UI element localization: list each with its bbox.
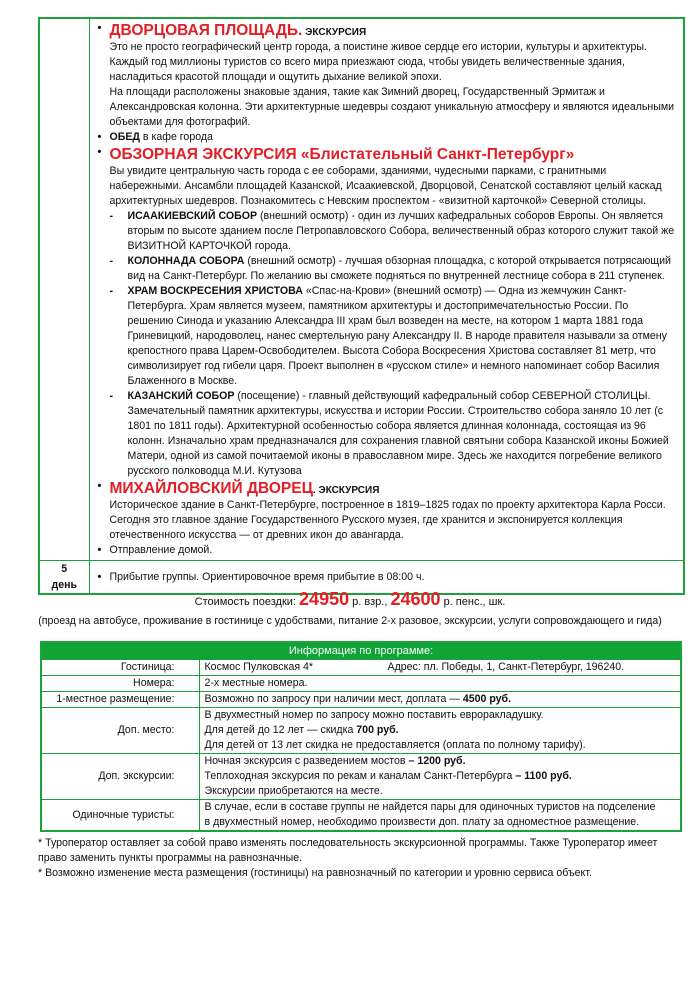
mikhailovsky-para: Историческое здание в Санкт-Петербурге, построенное в 1819–1825 годах по проекту архитектора Карла Росси. Сегодня это главное здание Государственного Русского музея, где хранится и экспонируется коллекция отечественного искусства — от древних икон до авангарда. [109, 499, 666, 541]
discount-suffix: р. пенс., шк. [440, 596, 506, 608]
day5-content [89, 561, 684, 595]
day4-row [39, 18, 684, 561]
hotel-name: Космос Пулковская 4* [204, 661, 314, 673]
palace-square-subtitle: ЭКСКУРСИЯ [305, 27, 367, 38]
sight-name: КАЗАНСКИЙ СОБОР [127, 390, 235, 402]
departure-item [98, 543, 676, 558]
adult-suffix: р. взр., [349, 596, 391, 608]
info-label: Доп. экскурсии: [41, 754, 199, 800]
extra-tour-line2 [205, 769, 681, 784]
sight-text: (внешний осмотр) - лучшая обзорная площадка, с которой открывается потрясающий вид на Санкт-Петербург. По желанию вы сможете подняться по внутренней лестнице собора в 211 ступенек. [127, 255, 671, 282]
info-row-extra-bed [41, 708, 681, 754]
info-label: Одиночные туристы: [41, 800, 199, 832]
extra-tour-line1 [205, 754, 681, 769]
extra-tour-line3: Экскурсии приобретаются на месте. [204, 785, 383, 797]
overview-tour-block [98, 145, 676, 164]
info-row-rooms [41, 676, 681, 692]
departure-text: Отправление домой. [109, 544, 213, 556]
single-text: Возможно по запросу при наличии мест, доплата — [204, 693, 463, 705]
extra-bed-discount: 700 руб. [356, 724, 399, 736]
dash-icon: - [109, 285, 114, 297]
day4-cell [39, 18, 89, 561]
sight-colonnade [98, 254, 676, 284]
info-row-single [41, 692, 681, 708]
overview-tour-para: Вы увидите центральную часть города с ее соборами, зданиями, чудесными парками, с гранитными набережными. Ансамбли площадей Казанской, Исаакиевской, Дворцовой, Сенатской составляют целый каскад архитектурных шедевров. Познакомитесь с Невским проспектом - «визитной карточкой» Северной столицы. [109, 165, 662, 207]
day4-content [89, 18, 684, 561]
price-label: Стоимость поездки: [194, 596, 296, 608]
price-includes: (проезд на автобусе, проживание в гостинице с удобствами, питание 2-х разовое, экскурсии, услуги сопровождающего и гида) [38, 615, 662, 627]
single-tourists-line1: В случае, если в составе группы не найдется пары для одиночных туристов на подселение [204, 801, 656, 813]
footnote-1: * Туроператор оставляет за собой право изменять последовательность экскурсионной программы. Также Туроператор имеет право заменить пункты программы на равнозначные. [38, 837, 658, 864]
footnotes [38, 836, 678, 881]
extra-tour-line2-text: Теплоходная экскурсия по рекам и каналам Санкт-Петербурга [204, 770, 516, 782]
dash-icon: - [109, 390, 114, 402]
lunch-bold: ОБЕД [109, 131, 140, 143]
day5-label: день [51, 579, 78, 591]
sight-name: ХРАМ ВОСКРЕСЕНИЯ ХРИСТОВА [127, 285, 303, 297]
dash-icon: - [109, 210, 114, 222]
program-table [38, 17, 685, 595]
info-label: 1-местное размещение: [41, 692, 199, 708]
discount-price: 24600 [390, 589, 441, 609]
info-value [199, 708, 681, 754]
bullet-icon: • [97, 570, 102, 583]
bullet-icon: • [97, 22, 102, 34]
info-value: 2-х местные номера. [199, 676, 681, 692]
sight-text: (внешний осмотр) - один из лучших кафедральных соборов Европы. Он является вторым по высоте зданием после Петропавловского Собора, величественный образ которого служит такой же ВИЗИТНОЙ КАРТОЧКОЙ города. [127, 210, 675, 252]
bullet-icon: • [97, 131, 102, 143]
bullet-icon: • [97, 480, 102, 492]
sight-kazan [98, 389, 676, 479]
info-row-hotel [41, 660, 681, 676]
extra-bed-line2-text: Для детей до 12 лет — скидка [204, 724, 357, 736]
lunch-rest: в кафе города [139, 131, 213, 143]
sight-isaac [98, 209, 676, 254]
info-row-single-tourists [41, 800, 681, 832]
info-value [199, 754, 681, 800]
sight-name: ИСААКИЕВСКИЙ СОБОР [127, 210, 258, 222]
arrival-item [98, 570, 676, 585]
extra-bed-line1: В двухместный номер по запросу можно поставить евроракладушку. [204, 709, 544, 721]
info-header: Информация по программе: [41, 642, 681, 660]
info-label: Гостиница: [41, 660, 199, 676]
mikhailovsky-block [98, 479, 676, 498]
day5-cell [39, 561, 89, 595]
bullet-icon: • [97, 146, 102, 158]
day5-number: 5 [61, 563, 68, 575]
info-row-extra-tours [41, 754, 681, 800]
extra-bed-line2 [205, 723, 681, 738]
extra-bed-line3: Для детей от 13 лет скидка не предоставляется (оплата по полному тарифу). [204, 739, 586, 751]
extra-tour-line1-text: Ночная экскурсия с разведением мостов [204, 755, 409, 767]
palace-square-para1: Это не просто географический центр города, а поистине живое сердце его истории, культуры и архитектуры. Каждый год миллионы туристов со всего мира приезжают сюда, чтобы увидеть величественные здания, насладиться красотой площади и ощутить дыхание великой эпохи. [109, 41, 647, 83]
single-price: 4500 руб. [462, 693, 512, 705]
mikhailovsky-title: МИХАЙЛОВСКИЙ ДВОРЕЦ [109, 480, 313, 497]
dash-icon: - [109, 255, 114, 267]
sight-text: «Спас-на-Крови» (внешний осмотр) — Одна из жемчужин Санкт-Петербурга. Храм является музеем, памятником архитектуры и достопримечательностью России. По решению Синода и указанию Александра III храм был возведен на месте, на котором 1 марта 1881 года Гриневицкий, народоволец, нанес смертельную рану Александру II. В народе правителя называли за отмену крепостного права Царем-Освободителем. Высота Собора Воскресения Христова составляет 81 метр, что символизирует год гибели царя. Проект выполнен в «русском стиле» и немного напоминает собор Василия Блаженного в Москве. [127, 285, 667, 387]
info-table [40, 641, 682, 832]
lunch-item [98, 130, 676, 145]
extra-tour-price1: – 1200 руб. [408, 755, 466, 767]
extra-tour-price2: – 1100 руб. [515, 770, 572, 782]
sight-text: (посещение) - главный действующий кафедральный собор СЕВЕРНОЙ СТОЛИЦЫ. Замечательный памятник архитектуры, искусства и истории России. Строительство собора заняло 10 лет (с 1801 по 1811 годы). Архитектурной особенностью собора является длинная колоннада, состоящая из 96 колонн. Изначально храм предназначался для сохранения главной святыни собора Казанской иконы Божией Матери, одной из самой почитаемой иконы в православном мире. Здесь же находится погребение великого русского полководца М.И. Кутузова [127, 390, 669, 477]
single-tourists-line2: в двухместный номер, необходимо произвести доп. плату за одноместное размещение. [204, 816, 640, 828]
palace-square-block [98, 21, 676, 40]
hotel-address: Адрес: пл. Победы, 1, Санкт-Петербург, 196240. [387, 661, 625, 673]
sight-name: КОЛОННАДА СОБОРА [127, 255, 245, 267]
palace-square-para2: На площади расположены знаковые здания, такие как Зимний дворец, Государственный Эрмитаж и Александровская колонна. Эти архитектурные шедевры создают уникальную атмосферу и являются идеальными объектами для фотографий. [109, 86, 675, 128]
sight-resurrection [98, 284, 676, 389]
info-value [199, 660, 681, 676]
info-value [199, 692, 681, 708]
overview-tour-title: ОБЗОРНАЯ ЭКСКУРСИЯ «Блистательный Санкт-Петербург» [109, 146, 575, 163]
adult-price: 24950 [299, 589, 350, 609]
info-label: Доп. место: [41, 708, 199, 754]
palace-square-title: ДВОРЦОВАЯ ПЛОЩАДЬ. [109, 22, 303, 39]
mikhailovsky-subtitle: . ЭКСКУРСИЯ [312, 485, 380, 496]
bullet-icon: • [97, 544, 102, 556]
day5-row [39, 561, 684, 595]
footnote-2: * Возможно изменение места размещения (гостиницы) на равнозначный по категории и уровню сервиса объект. [38, 867, 592, 879]
info-value [199, 800, 681, 832]
info-label: Номера: [41, 676, 199, 692]
price-line [0, 589, 700, 610]
arrival-text: Прибытие группы. Ориентировочное время прибытие в 08:00 ч. [109, 570, 425, 583]
